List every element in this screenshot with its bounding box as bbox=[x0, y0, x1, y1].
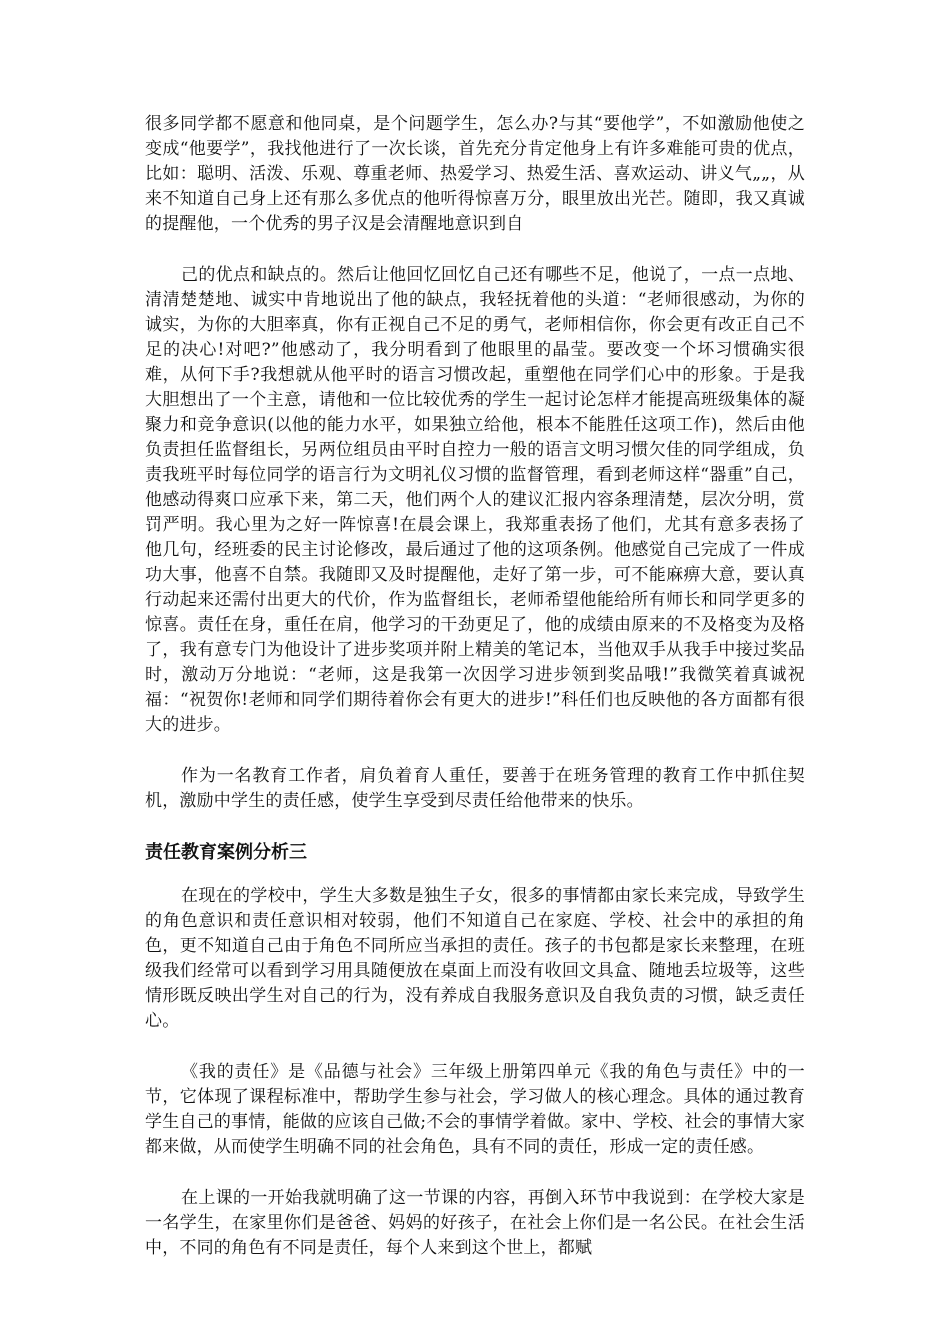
paragraph-2: 己的优点和缺点的。然后让他回忆回忆自己还有哪些不足，他说了，一点一点地、清清楚楚地、诚实中肯地说出了他的缺点，我轻抚着他的头道：“老师很感动，为你的诚实，为你的大胆率真，你有正视自己不足的勇气，老师相信你，你会更有改正自己不足的决心!对吧?”他感动了，我分明看到了他眼里的晶莹。要改变一个坏习惯确实很难，从何下手?我想就从他平时的语言习惯改起，重塑他在同学们心中的形象。于是我大胆想出了一个主意，请他和一位比较优秀的学生一起讨论怎样才能提高班级集体的凝聚力和竞争意识(以他的能力水平，如果独立给他，根本不能胜任这项工作)，然后由他负责担任监督组长，另两位组员由平时自控力一般的语言文明习惯欠佳的同学组成，负责我班平时每位同学的语言行为文明礼仪习惯的监督管理，看到老师这样“器重”自己，他感动得爽口应承下来，第二天，他们两个人的建议汇报内容条理清楚，层次分明，赏罚严明。我心里为之好一阵惊喜!在晨会课上，我郑重表扬了他们，尤其有意多表扬了他几句，经班委的民主讨论修改，最后通过了他的这项条例。他感觉自己完成了一件成功大事，他喜不自禁。我随即又及时提醒他，走好了第一步，可不能麻痹大意，要认真行动起来还需付出更大的代价，作为监督组长，老师希望他能给所有师长和同学更多的惊喜。责任在身，重任在肩，他学习的干劲更足了，他的成绩由原来的不及格变为及格了，我有意专门为他设计了进步奖项并附上精美的笔记本，当他双手从我手中接过奖品时，激动万分地说：“老师，这是我第一次因学习进步领到奖品哦!”我微笑着真诚祝福：“祝贺你!老师和同学们期待着你会有更大的进步!”科任们也反映他的各方面都有很大的进步。 bbox=[145, 265, 805, 735]
document-page bbox=[145, 112, 805, 1287]
paragraph-6: 在上课的一开始我就明确了这一节课的内容，再倒入环节中我说到：在学校大家是一名学生，在家里你们是爸爸、妈妈的好孩子，在社会上你们是一名公民。在社会生活中，不同的角色有不同是责任，每个人来到这个世上，都赋 bbox=[145, 1188, 805, 1258]
section-heading: 责任教育案例分析三 bbox=[145, 842, 307, 863]
paragraph-4: 在现在的学校中，学生大多数是独生子女，很多的事情都由家长来完成，导致学生的角色意识和责任意识相对较弱，他们不知道自己在家庭、学校、社会中的承担的角色，更不知道自己由于角色不同所应当承担的责任。孩子的书包都是家长来整理，在班级我们经常可以看到学习用具随便放在桌面上而没有收回文具盒、随地丢垃圾等，这些情形既反映出学生对自己的行为，没有养成自我服务意识及自我负责的习惯，缺乏责任心。 bbox=[145, 886, 805, 1031]
paragraph-3: 作为一名教育工作者，肩负着育人重任，要善于在班务管理的教育工作中抓住契机，激励中学生的责任感，使学生享受到尽责任给他带来的快乐。 bbox=[145, 766, 805, 811]
paragraph-5: 《我的责任》是《品德与社会》三年级上册第四单元《我的角色与责任》中的一节，它体现了课程标准中，帮助学生参与社会，学习做人的核心理念。具体的通过教育学生自己的事情，能做的应该自己做;不会的事情学着做。家中、学校、社会的事情大家都来做，从而使学生明确不同的社会角色，具有不同的责任，形成一定的责任感。 bbox=[145, 1062, 805, 1157]
paragraph-1: 很多同学都不愿意和他同桌，是个问题学生，怎么办?与其“要他学”，不如激励他使之变成“他要学”，我找他进行了一次长谈，首先充分肯定他身上有许多难能可贵的优点，比如：聪明、活泼、乐观、尊重老师、热爱学习、热爱生活、喜欢运动、讲义气„„，从来不知道自己身上还有那么多优点的他听得惊喜万分，眼里放出光芒。随即，我又真诚的提醒他，一个优秀的男子汉是会清醒地意识到自 bbox=[145, 114, 805, 234]
